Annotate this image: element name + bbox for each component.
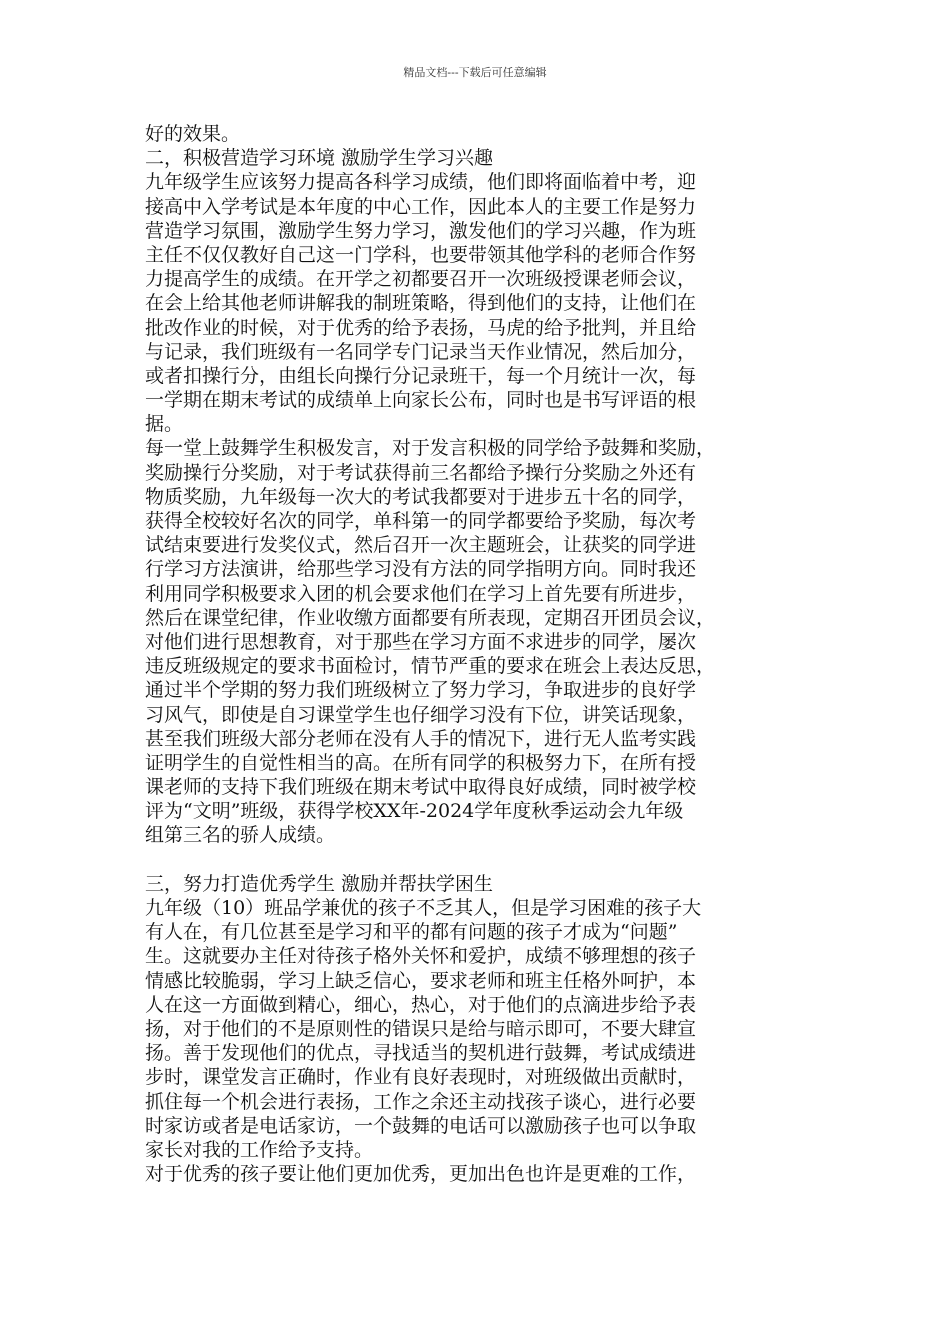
text-line: 组第三名的骄人成绩。	[145, 824, 336, 847]
text-line: 好的效果。	[145, 123, 241, 145]
text-line: 主任不仅仅教好自己这一门学科，也要带领其他学科的老师合作努	[145, 243, 697, 266]
page-header: 精品文档---下载后可任意编辑	[403, 66, 547, 79]
text-line: 抓住每一个机会进行表扬，工作之余还主动找孩子谈心，进行必要	[145, 1090, 697, 1113]
text-line: 违反班级规定的要求书面检讨，情节严重的要求在班会上表达反思，	[145, 655, 716, 678]
text-line: 人在这一方面做到精心，细心，热心，对于他们的点滴进步给予表	[145, 993, 697, 1016]
text-line: 一学期在期末考试的成绩单上向家长公布，同时也是书写评语的根	[145, 389, 697, 412]
text-line: 评为“文明”班级，获得学校XX年-2024学年度秋季运动会九年级	[145, 800, 684, 823]
text-line: 试结束要进行发奖仪式，然后召开一次主题班会，让获奖的同学进	[145, 534, 697, 557]
blank-line	[145, 848, 805, 872]
text-line: 每一堂上鼓舞学生积极发言，对于发言积极的同学给予鼓舞和奖励，	[145, 437, 716, 460]
text-line: 与记录，我们班级有一名同学专门记录当天作业情况，然后加分，	[145, 340, 697, 363]
text-line: 扬，对于他们的不是原则性的错误只是给与暗示即可，不要大肆宣	[145, 1017, 697, 1040]
text-line: 利用同学积极要求入团的机会要求他们在学习上首先要有所进步，	[145, 582, 697, 605]
text-line: 二，积极营造学习环境 激励学生学习兴趣	[145, 147, 494, 170]
text-line: 三，努力打造优秀学生 激励并帮扶学困生	[145, 872, 494, 895]
text-line: 行学习方法演讲，给那些学习没有方法的同学指明方向。同时我还	[145, 558, 697, 581]
text-line: 扬。善于发现他们的优点，寻找适当的契机进行鼓舞，考试成绩进	[145, 1042, 697, 1065]
text-line: 对他们进行思想教育，对于那些在学习方面不求进步的同学，屡次	[145, 630, 697, 653]
text-line: 证明学生的自觉性相当的高。在所有同学的积极努力下，在所有授	[145, 751, 697, 774]
text-line: 生。这就要办主任对待孩子格外关怀和爱护，成绩不够理想的孩子	[145, 945, 697, 968]
text-line: 或者扣操行分，由组长向操行分记录班干，每一个月统计一次，每	[145, 364, 697, 387]
text-line: 习风气，即使是自习课堂学生也仔细学习没有下位，讲笑话现象，	[145, 703, 697, 726]
text-line: 时家访或者是电话家访，一个鼓舞的电话可以激励孩子也可以争取	[145, 1114, 697, 1137]
text-line: 获得全校较好名次的同学，单科第一的同学都要给予奖励，每次考	[145, 510, 697, 532]
text-line: 通过半个学期的努力我们班级树立了努力学习，争取进步的良好学	[145, 679, 697, 702]
text-line: 批改作业的时候，对于优秀的给予表扬，马虎的给予批判，并且给	[145, 316, 697, 339]
text-line: 九年级（10）班品学兼优的孩子不乏其人，但是学习困难的孩子大	[145, 897, 702, 919]
text-line: 据。	[145, 413, 184, 436]
text-line: 然后在课堂纪律，作业收缴方面都要有所表现，定期召开团员会议，	[145, 606, 716, 629]
text-line: 家长对我的工作给予支持。	[145, 1138, 374, 1161]
text-line: 步时，课堂发言正确时，作业有良好表现时，对班级做出贡献时，	[145, 1066, 697, 1089]
text-line: 接高中入学考试是本年度的中心工作，因此本人的主要工作是努力	[145, 195, 697, 218]
document-body	[145, 122, 805, 1186]
text-line: 力提高学生的成绩。在开学之初都要召开一次班级授课老师会议，	[145, 268, 697, 291]
text-line: 奖励操行分奖励，对于考试获得前三名都给予操行分奖励之外还有	[145, 461, 697, 484]
text-line: 有人在，有几位甚至是学习和平的都有问题的孩子才成为“问题”	[145, 921, 678, 944]
text-line: 课老师的支持下我们班级在期末考试中取得良好成绩，同时被学校	[145, 776, 697, 799]
text-line: 九年级学生应该努力提高各科学习成绩，他们即将面临着中考，迎	[145, 171, 697, 194]
text-line: 情感比较脆弱，学习上缺乏信心，要求老师和班主任格外呵护，本	[145, 969, 697, 992]
text-line: 物质奖励，九年级每一次大的考试我都要对于进步五十名的同学，	[145, 485, 697, 508]
text-line: 甚至我们班级大部分老师在没有人手的情况下，进行无人监考实践	[145, 727, 697, 750]
text-line: 在会上给其他老师讲解我的制班策略，得到他们的支持，让他们在	[145, 292, 697, 315]
text-line: 对于优秀的孩子要让他们更加优秀，更加出色也许是更难的工作，	[145, 1163, 697, 1186]
text-line: 营造学习氛围，激励学生努力学习，激发他们的学习兴趣，作为班	[145, 219, 697, 242]
